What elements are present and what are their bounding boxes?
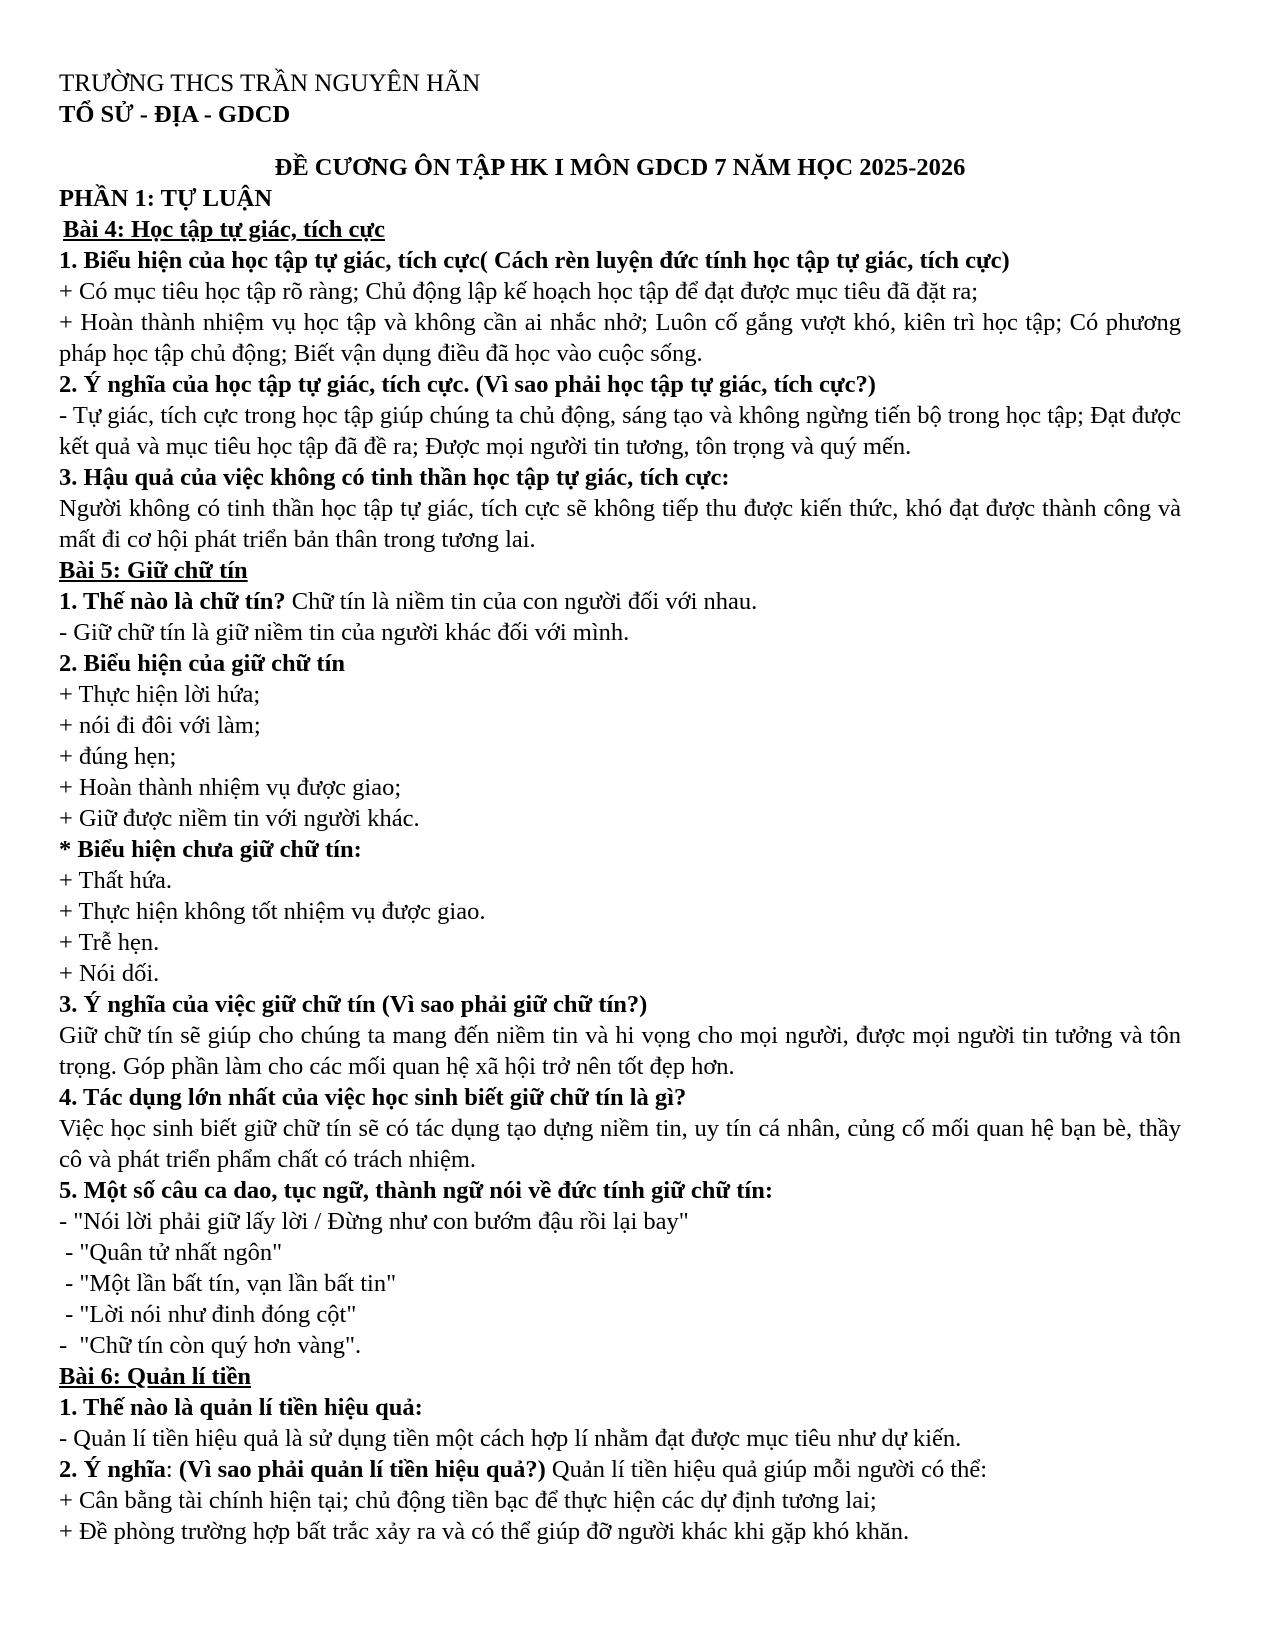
list-item: + Trễ hẹn. (59, 929, 160, 956)
document-page (59, 68, 1181, 1547)
lesson5-q3: 3. Ý nghĩa của việc giữ chữ tín (Vì sao phải giữ chữ tín?) (59, 991, 648, 1018)
list-item: - "Chữ tín còn quý hơn vàng". (59, 1332, 362, 1359)
lesson6-q2-colon: : (165, 1456, 179, 1483)
lesson6-q2 (59, 1454, 1181, 1485)
list-item: - "Một lần bất tín, vạn lần bất tin" (59, 1270, 397, 1297)
lesson4-q2-a: - Tự giác, tích cực trong học tập giúp chúng ta chủ động, sáng tạo và không ngừng tiến bộ trong học tập; Đạt được kết quả và mục tiêu học tập đã đề ra; Được mọi người tin tương, tôn trọng và quý mến. (59, 402, 1181, 460)
list-item: + Thực hiện không tốt nhiệm vụ được giao. (59, 898, 486, 925)
department-name: TỔ SỬ - ĐỊA - GDCD (59, 101, 291, 128)
lesson4-q1: 1. Biểu hiện của học tập tự giác, tích cực( Cách rèn luyện đức tính học tập tự giác, tích cực) (59, 247, 1010, 274)
lesson5-heading: Bài 5: Giữ chữ tín (59, 557, 248, 584)
list-item: + Hoàn thành nhiệm vụ được giao; (59, 774, 402, 801)
school-name: TRƯỜNG THCS TRẦN NGUYÊN HÃN (59, 70, 481, 97)
lesson5-q5: 5. Một số câu ca dao, tục ngữ, thành ngữ nói về đức tính giữ chữ tín: (59, 1177, 773, 1204)
list-item: + đúng hẹn; (59, 743, 177, 770)
list-item: - "Nói lời phải giữ lấy lời / Đừng như con bướm đậu rồi lại bay" (59, 1208, 689, 1235)
list-item: + Giữ được niềm tin với người khác. (59, 805, 420, 832)
list-item: + Nói dối. (59, 960, 160, 987)
lesson5-q2: 2. Biểu hiện của giữ chữ tín (59, 650, 346, 677)
lesson6-q2-paren: (Vì sao phải quản lí tiền hiệu quả?) (178, 1456, 546, 1483)
lesson5-q2b: * Biểu hiện chưa giữ chữ tín: (59, 836, 362, 863)
list-item: + Đề phòng trường hợp bất trắc xảy ra và có thể giúp đỡ người khác khi gặp khó khăn. (59, 1518, 910, 1545)
lesson4-q1-b: + Hoàn thành nhiệm vụ học tập và không cần ai nhắc nhở; Luôn cố gắng vượt khó, kiên trì học tập; Có phương pháp học tập chủ động; Biết vận dụng điều đã học vào cuộc sống. (59, 309, 1181, 367)
lesson6-q2-text: Quản lí tiền hiệu quả giúp mỗi người có thể: (545, 1456, 988, 1483)
lesson4-q3-a: Người không có tinh thần học tập tự giác, tích cực sẽ không tiếp thu được kiến thức, khó đạt được thành công và mất đi cơ hội phát triển bản thân trong tương lai. (59, 495, 1181, 553)
list-item: + Thất hứa. (59, 867, 173, 894)
lesson6-q1-a: - Quản lí tiền hiệu quả là sử dụng tiền một cách hợp lí nhằm đạt được mục tiêu như dự kiến. (59, 1425, 962, 1452)
lesson4-heading: Bài 4: Học tập tự giác, tích cực (63, 216, 385, 243)
lesson6-heading: Bài 6: Quản lí tiền (59, 1363, 251, 1390)
document-title: ĐỀ CƯƠNG ÔN TẬP HK I MÔN GDCD 7 NĂM HỌC 2025-2026 (274, 154, 966, 181)
lesson6-q2-label: 2. Ý nghĩa (59, 1456, 166, 1483)
lesson4-q2: 2. Ý nghĩa của học tập tự giác, tích cực. (Vì sao phải học tập tự giác, tích cực?) (59, 371, 876, 398)
lesson5-q1-a: - Giữ chữ tín là giữ niềm tin của người khác đối với mình. (59, 619, 630, 646)
lesson6-q1: 1. Thế nào là quản lí tiền hiệu quả: (59, 1394, 423, 1421)
list-item: - "Quân tử nhất ngôn" (59, 1239, 283, 1266)
lesson5-q1-text: Chữ tín là niềm tin của con người đối với nhau. (285, 588, 758, 615)
list-item: + nói đi đôi với làm; (59, 712, 261, 739)
lesson5-q1 (59, 586, 1181, 617)
list-item: - "Lời nói như đinh đóng cột" (59, 1301, 357, 1328)
list-item: + Thực hiện lời hứa; (59, 681, 261, 708)
lesson5-q4: 4. Tác dụng lớn nhất của việc học sinh biết giữ chữ tín là gì? (59, 1084, 687, 1111)
lesson4-q1-a: + Có mục tiêu học tập rõ ràng; Chủ động lập kế hoạch học tập để đạt được mục tiêu đã đặt ra; (59, 278, 979, 305)
lesson5-q1-label: 1. Thế nào là chữ tín? (59, 588, 286, 615)
part-heading: PHẦN 1: TỰ LUẬN (59, 185, 273, 212)
lesson4-q3: 3. Hậu quả của việc không có tinh thần học tập tự giác, tích cực: (59, 464, 730, 491)
list-item: + Cân bằng tài chính hiện tại; chủ động tiền bạc để thực hiện các dự định tương lai; (59, 1487, 877, 1514)
lesson5-q3-a: Giữ chữ tín sẽ giúp cho chúng ta mang đến niềm tin và hi vọng cho mọi người, được mọi người tin tưởng và tôn trọng. Góp phần làm cho các mối quan hệ xã hội trở nên tốt đẹp hơn. (59, 1022, 1181, 1080)
lesson5-q4-a: Việc học sinh biết giữ chữ tín sẽ có tác dụng tạo dựng niềm tin, uy tín cá nhân, củng cố mối quan hệ bạn bè, thầy cô và phát triển phẩm chất có trách nhiệm. (59, 1115, 1181, 1173)
